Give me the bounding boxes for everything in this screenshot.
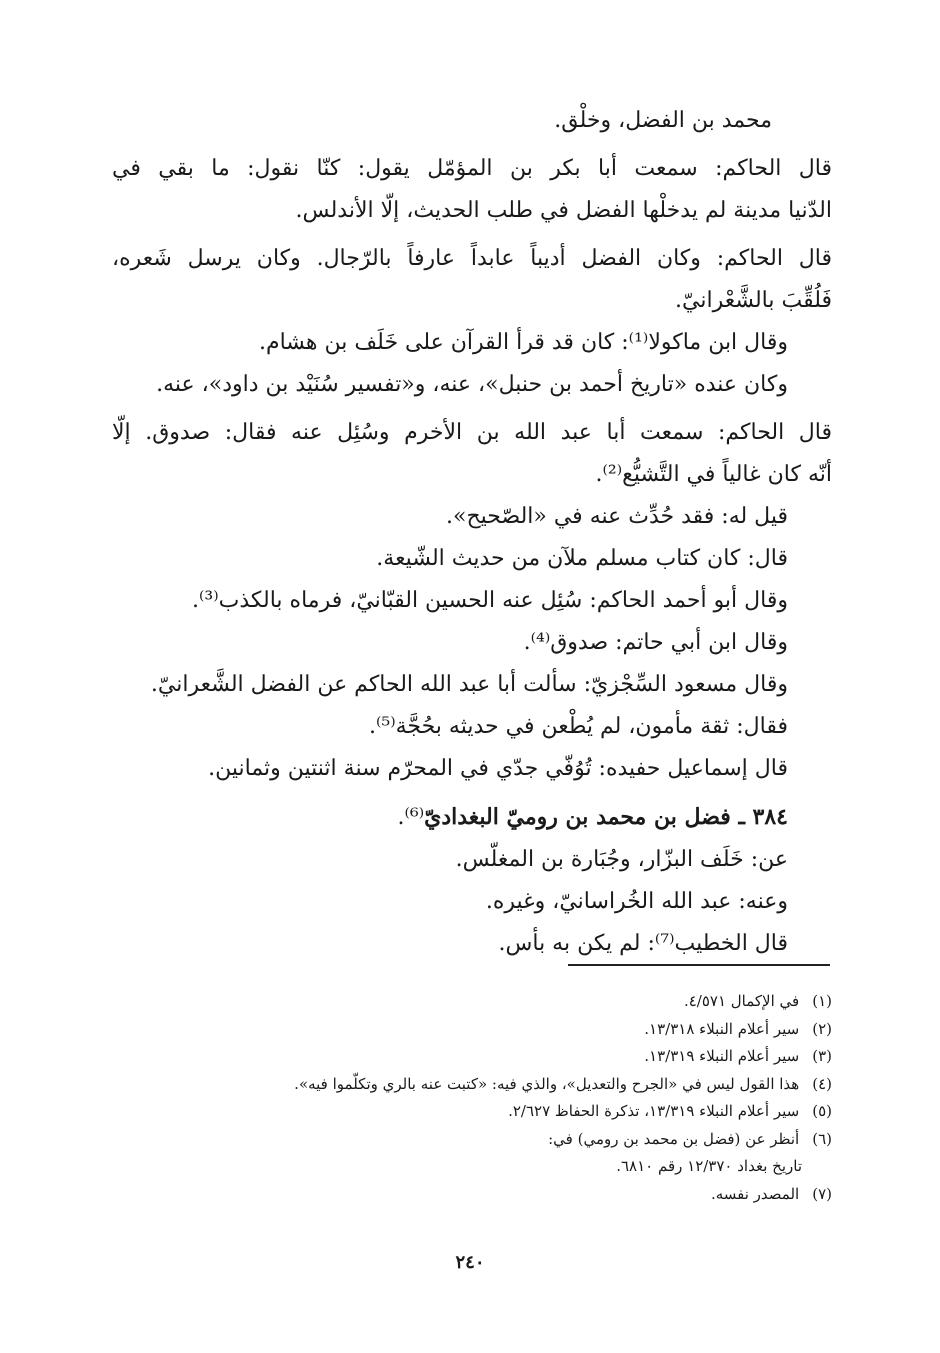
footnote-text: سير أعلام النبلاء ١٣/٣١٨.: [644, 1019, 800, 1038]
text-line: قال الحاكم: سمعت أبا عبد الله بن الأخرم وسُئِل عنه فقال: صدوق. إلّا: [112, 420, 832, 445]
text-line: وقال ابن أبي حاتم: صدوق⁽⁴⁾.: [523, 630, 788, 655]
footnote-text: أنظر عن (فضل بن محمد بن رومي) في:: [548, 1129, 800, 1148]
footnote: [200, 988, 832, 1016]
footnote: [200, 1043, 832, 1071]
footnote-separator: [568, 964, 830, 966]
footnote-number: (٤): [812, 1074, 832, 1093]
biography-heading-line: [112, 796, 832, 839]
footnote-text: سير أعلام النبلاء ١٣/٣١٩، تذكرة الحفاظ ٢/٦٢٧.: [508, 1102, 800, 1120]
text-line: قال الحاكم: سمعت أبا بكر بن المؤمّل يقول: كنّا نقول: ما بقي في: [112, 156, 832, 181]
text-line: قال إسماعيل حفيده: تُوُفّي جدّي في المحرّم سنة اثنتين وثمانين.: [208, 756, 788, 781]
footnote: [200, 1016, 832, 1044]
text-line: قال الخطيب⁽⁷⁾: لم يكن به بأس.: [498, 931, 788, 956]
page-number: ٢٤٠: [455, 1252, 485, 1273]
text-line: قال الحاكم: وكان الفضل أديباً عابداً عارفاً بالرّجال. وكان يرسل شَعره،: [112, 246, 832, 271]
footnote-text: تاريخ بغداد ١٢/٣٧٠ رقم ٦٨١٠.: [616, 1157, 802, 1175]
footnote-text: هذا القول ليس في «الجرح والتعديل»، والذي فيه: «كتبت عنه بالري وتكلّموا فيه».: [294, 1074, 800, 1093]
footnote-number: (٧): [812, 1184, 832, 1203]
footnote-number: (٢): [812, 1019, 832, 1038]
main-text-block: [112, 100, 832, 965]
footnote-number: (٥): [812, 1102, 832, 1120]
footnote-continuation: [200, 1153, 832, 1181]
text-line: وكان عنده «تاريخ أحمد بن حنبل»، عنه، و«تفسير سُنَيْد بن داود»، عنه.: [156, 372, 788, 397]
text-line: فَلُقِّبَ بالشَّعْرانيّ.: [675, 288, 832, 313]
footnote-text: المصدر نفسه.: [710, 1184, 800, 1203]
text-line: قال: كان كتاب مسلم ملآن من حديث الشّيعة.: [376, 546, 788, 571]
text-line: وقال أبو أحمد الحاكم: سُئِل عنه الحسين القبّانيّ، فرماه بالكذب⁽³⁾.: [191, 588, 788, 613]
text-line: وقال مسعود السِّجْزيّ: سألت أبا عبد الله الحاكم عن الفضل الشَّعرانيّ.: [150, 672, 788, 697]
biography-heading: ٣٨٤ ـ فضل بن محمد بن روميّ البغداديّ: [424, 804, 788, 830]
text-line: محمد بن الفضل، وخلْق.: [554, 108, 772, 133]
text-line: وقال ابن ماكولا⁽¹⁾: كان قد قرأ القرآن على خَلَف بن هشام.: [258, 330, 788, 355]
biography-heading-reference: ⁽⁶⁾.: [397, 805, 425, 830]
footnote: [200, 1098, 832, 1126]
footnote-number: (٣): [812, 1047, 832, 1065]
footnote: [200, 1126, 832, 1154]
text-line: الدّنيا مدينة لم يدخلْها الفضل في طلب الحديث، إلّا الأندلس.: [295, 198, 832, 223]
footnote-text: في الإكمال ٤/٥٧١.: [683, 992, 800, 1010]
text-line: عن: خَلَف البزّار، وجُبَارة بن المغلّس.: [455, 847, 788, 872]
text-line: أنّه كان غالياً في التَّشيُّع⁽²⁾.: [595, 462, 832, 487]
footnote-number: (٦): [812, 1129, 832, 1148]
footnote-text: سير أعلام النبلاء ١٣/٣١٩.: [644, 1047, 800, 1065]
footnote-number: (١): [812, 992, 832, 1010]
text-line: وعنه: عبد الله الخُراسانيّ، وغيره.: [485, 889, 788, 914]
text-line: فقال: ثقة مأمون، لم يُطْعن في حديثه بحُجَّة⁽⁵⁾.: [368, 714, 788, 739]
footnote: [200, 1181, 832, 1209]
footnote: [200, 1071, 832, 1099]
footnotes-block: [200, 988, 832, 1208]
text-line: قيل له: فقد حُدِّث عنه في «الصّحيح».: [446, 504, 788, 529]
